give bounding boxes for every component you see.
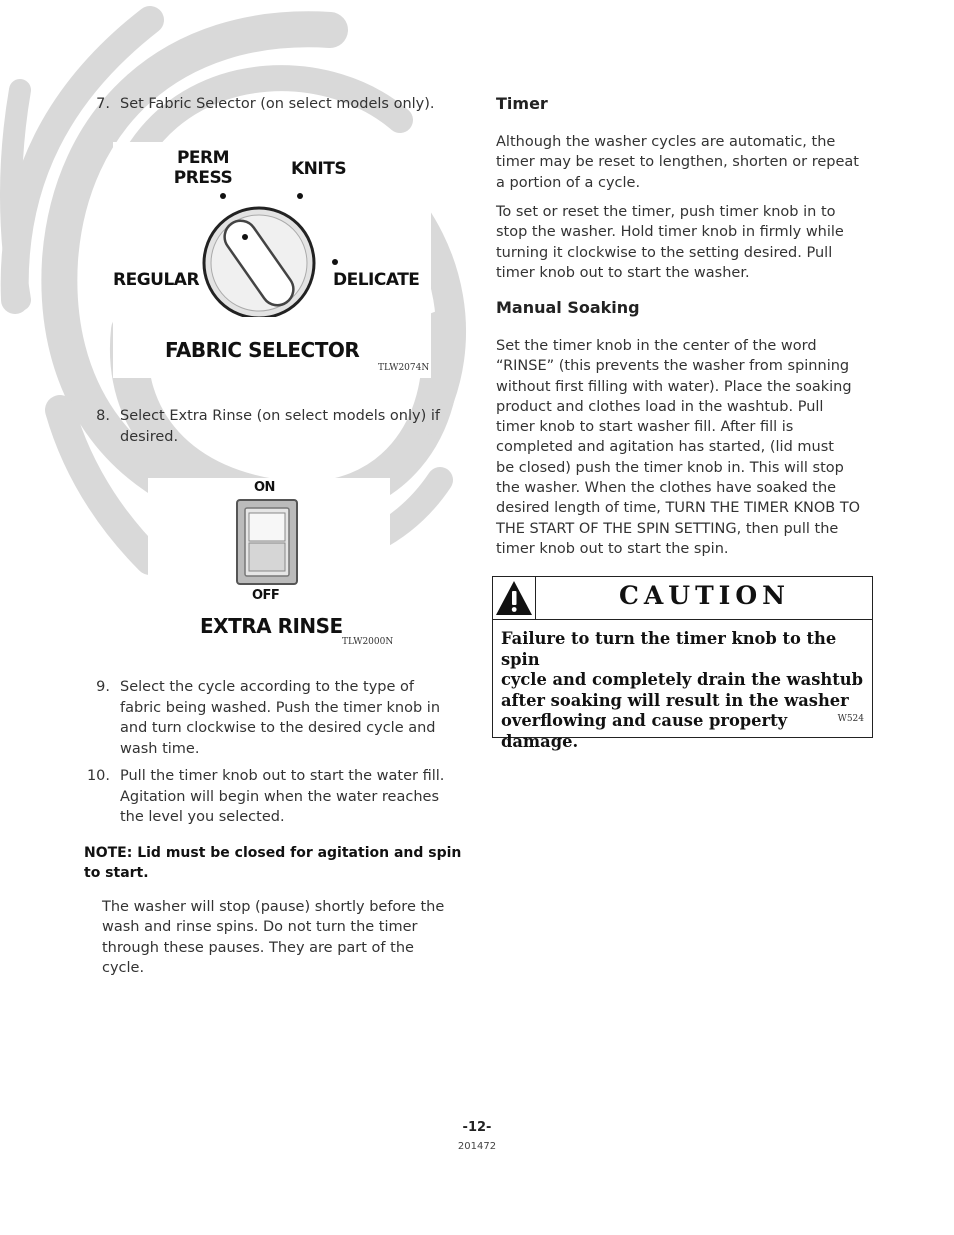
perm-press-dot-icon — [220, 193, 226, 199]
delicate-label: DELICATE — [333, 270, 420, 290]
caution-title: CAUTION — [618, 581, 791, 610]
step-line: and turn clockwise to the desired cycle and — [120, 720, 436, 736]
fabric-selector-dial[interactable] — [193, 187, 353, 317]
pause-paragraph — [102, 897, 474, 978]
note-line: to start. — [84, 865, 149, 881]
step-line: Pull the timer knob out to start the water fill. — [120, 768, 445, 784]
paragraph-line: THE START OF THE SPIN SETTING, then pull the — [496, 520, 839, 537]
step-9 — [84, 677, 474, 759]
step-line: the level you selected. — [120, 809, 285, 825]
paragraph-line: The washer will stop (pause) shortly before the — [102, 899, 445, 915]
step-line: Select Extra Rinse (on select models only) if — [120, 408, 441, 424]
timer-paragraph-1 — [496, 132, 876, 193]
step-line: desired. — [120, 428, 179, 445]
caution-code: W524 — [837, 714, 864, 724]
press-label-line: PRESS — [173, 168, 233, 188]
step-text: Set Fabric Selector (on select models only). — [120, 96, 435, 112]
perm-press-label — [173, 148, 233, 188]
extra-rinse-switch[interactable] — [236, 499, 298, 585]
step-number: 10. — [86, 768, 110, 784]
paragraph-line: completed and agitation has started, (lid must — [496, 439, 834, 456]
figure-code: TLW2074N — [378, 363, 430, 373]
paragraph-line: timer knob to start washer fill. After fill is — [496, 419, 794, 436]
step-text — [120, 406, 480, 447]
step-number: 8. — [96, 408, 110, 424]
extra-rinse-title: EXTRA RINSE — [200, 614, 343, 638]
step-text — [120, 766, 480, 828]
paragraph-line: be closed) push the timer knob in. This will stop — [496, 459, 844, 476]
step-line: Agitation will begin when the water reaches — [120, 788, 439, 805]
paragraph-line: desired length of time, TURN THE TIMER KNOB TO — [496, 500, 861, 517]
fabric-selector-title: FABRIC SELECTOR — [165, 338, 360, 362]
warning-triangle-icon — [493, 577, 535, 619]
step-number: 7. — [96, 96, 110, 112]
paragraph-line: turning it clockwise to the setting desired. Pull — [496, 244, 833, 261]
paragraph-line: stop the washer. Hold timer knob in firmly while — [496, 224, 844, 241]
step-8 — [84, 406, 474, 448]
delicate-dot-icon — [332, 259, 338, 265]
paragraph-line: timer knob out to start the washer. — [496, 264, 750, 281]
step-text — [120, 677, 480, 759]
caution-box — [492, 576, 873, 751]
caution-line: cycle and completely drain the washtub — [501, 670, 863, 689]
paragraph-line: timer knob out to start the spin. — [496, 540, 729, 557]
paragraph-line: To set or reset the timer, push timer knob in to — [496, 204, 836, 220]
document-code: 201472 — [457, 1141, 497, 1152]
step-number: 9. — [96, 679, 110, 695]
paragraph-line: cycle. — [102, 959, 145, 976]
off-label: OFF — [252, 588, 280, 603]
caution-body — [501, 629, 866, 752]
paragraph-line: wash and rinse spins. Do not turn the timer — [102, 919, 418, 936]
step-10 — [84, 766, 474, 828]
caution-line: after soaking will result in the washer — [501, 690, 849, 710]
fabric-selector-figure — [113, 142, 431, 378]
step-line: Select the cycle according to the type of — [120, 679, 415, 695]
caution-header — [493, 577, 872, 620]
paragraph-line: product and clothes load in the washtub. Pull — [496, 398, 824, 415]
step-line: fabric being washed. Push the timer knob in — [120, 699, 441, 716]
paragraph-line: a portion of a cycle. — [496, 174, 641, 191]
paragraph-line: without first filling with water). Place the soaking — [496, 378, 852, 395]
caution-line: Failure to turn the timer knob to the spin — [501, 629, 837, 669]
perm-label-line: PERM — [176, 148, 230, 168]
paragraph-line: Although the washer cycles are automatic, the — [496, 134, 836, 150]
extra-rinse-figure — [148, 478, 394, 648]
knits-dot-icon — [297, 193, 303, 199]
knob-indicator-icon — [242, 234, 248, 240]
timer-paragraph-2 — [496, 202, 876, 283]
note — [84, 843, 474, 883]
paragraph-line: the washer. When the clothes have soaked the — [496, 480, 837, 497]
timer-heading: Timer — [496, 94, 548, 113]
caution-icon-cell — [493, 577, 536, 619]
page-number: -12- — [462, 1120, 492, 1135]
step-line: wash time. — [120, 740, 200, 757]
knits-label: KNITS — [291, 159, 347, 179]
paragraph-line: through these pauses. They are part of the — [102, 939, 414, 956]
paragraph-line: timer may be reset to lengthen, shorten or repeat — [496, 154, 859, 171]
manual-soaking-heading: Manual Soaking — [496, 298, 640, 317]
on-label: ON — [254, 480, 275, 495]
caution-line: overflowing and cause property damage. — [501, 711, 788, 751]
figure-code: TLW2000N — [342, 637, 394, 647]
paragraph-line: Set the timer knob in the center of the word — [496, 338, 817, 354]
paragraph-line: “RINSE” (this prevents the washer from spinning — [496, 358, 850, 375]
note-line: NOTE: Lid must be closed for agitation and spin — [84, 845, 462, 861]
manual-soaking-paragraph — [496, 336, 876, 559]
regular-label: REGULAR — [113, 270, 200, 290]
